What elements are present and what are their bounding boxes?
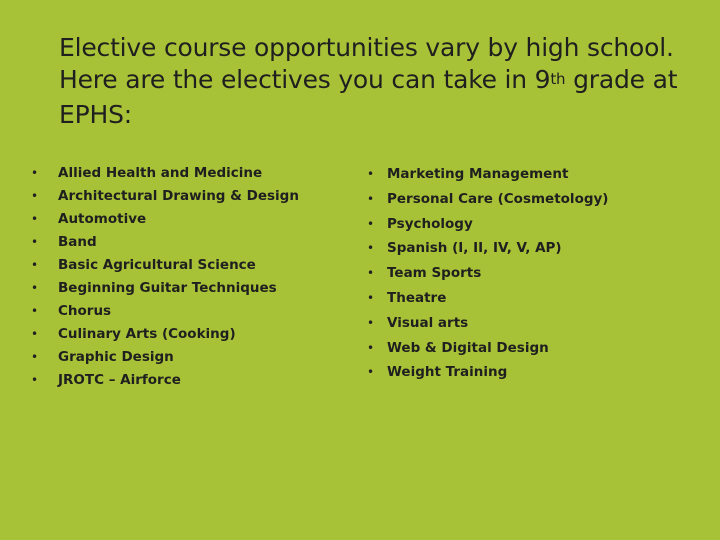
list-item: [31, 277, 299, 300]
bullet-icon: •: [31, 212, 39, 226]
list-item-label: Architectural Drawing & Design: [58, 188, 299, 204]
list-item: [367, 286, 608, 311]
bullet-icon: •: [367, 216, 375, 231]
electives-list-left: [31, 162, 299, 392]
list-item-label: Allied Health and Medicine: [58, 165, 263, 181]
list-item-label: Spanish (I, II, IV, V, AP): [387, 240, 562, 257]
list-item-label: Culinary Arts (Cooking): [58, 326, 236, 342]
list-item: [367, 212, 608, 237]
list-item: [31, 323, 299, 346]
list-item: [31, 369, 299, 392]
list-item-label: Basic Agricultural Science: [58, 257, 256, 273]
list-item: [367, 336, 608, 361]
bullet-icon: •: [367, 340, 375, 355]
bullet-icon: •: [31, 166, 39, 180]
title-line-2: [59, 64, 699, 99]
list-item: [31, 185, 299, 208]
bullet-icon: •: [367, 241, 375, 256]
title-line-2-post: grade at: [565, 65, 678, 94]
list-item-label: Psychology: [387, 215, 473, 232]
list-item: [31, 254, 299, 277]
bullet-icon: •: [31, 327, 39, 341]
list-item: [31, 346, 299, 369]
bullet-icon: •: [367, 290, 375, 305]
electives-list-right: [367, 162, 609, 385]
list-item: [367, 162, 608, 187]
list-item: [31, 208, 299, 231]
bullet-icon: •: [31, 258, 39, 272]
bullet-icon: •: [367, 167, 375, 181]
list-item-label: Automotive: [58, 211, 147, 227]
list-item: [367, 187, 609, 212]
list-item: [31, 300, 299, 323]
bullet-icon: •: [31, 350, 39, 364]
list-item-label: Band: [58, 234, 97, 250]
list-item-label: Visual arts: [387, 314, 469, 331]
list-item: [367, 236, 608, 261]
list-item-label: JROTC – Airforce: [58, 372, 181, 388]
bullet-icon: •: [367, 191, 375, 206]
list-item: [367, 360, 608, 385]
list-item-label: Chorus: [58, 303, 112, 319]
list-item-label: Weight Training: [387, 364, 508, 381]
bullet-icon: •: [31, 189, 39, 203]
slide-title: [59, 32, 699, 131]
bullet-icon: •: [31, 281, 39, 295]
bullet-icon: •: [367, 266, 375, 281]
bullet-icon: •: [31, 373, 39, 387]
bullet-icon: •: [31, 304, 39, 318]
bullet-icon: •: [31, 235, 39, 249]
list-item: [31, 162, 299, 185]
title-superscript: th: [550, 70, 566, 88]
list-item-label: Team Sports: [387, 265, 482, 282]
list-item-label: Theatre: [387, 289, 447, 306]
list-item-label: Personal Care (Cosmetology): [387, 190, 609, 207]
bullet-icon: •: [367, 365, 375, 380]
title-line-2-pre: Here are the electives you can take in 9: [59, 65, 551, 94]
list-item-label: Web & Digital Design: [387, 339, 549, 356]
title-line-1: Elective course opportunities vary by high school.: [59, 33, 674, 62]
list-item-label: Marketing Management: [387, 166, 569, 182]
title-line-3: EPHS:: [59, 100, 132, 129]
list-item: [31, 231, 299, 254]
list-item: [367, 261, 608, 286]
list-item-label: Beginning Guitar Techniques: [58, 280, 277, 296]
bullet-icon: •: [367, 315, 375, 330]
list-item-label: Graphic Design: [58, 349, 174, 365]
list-item: [367, 311, 608, 336]
